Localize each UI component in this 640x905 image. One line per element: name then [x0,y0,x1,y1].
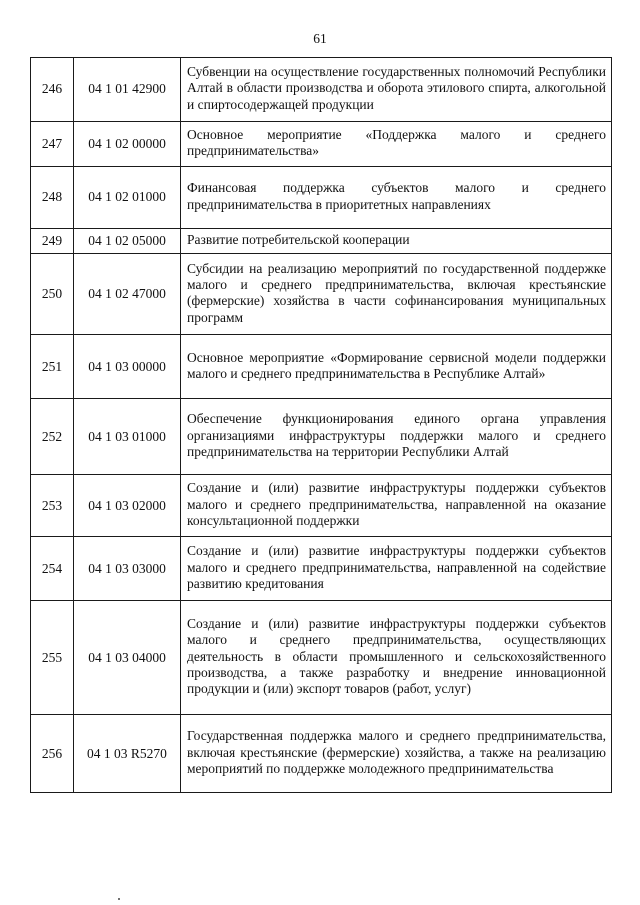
row-number: 251 [31,335,74,399]
table-row [31,715,612,793]
row-description: Финансовая поддержка субъектов малого и среднего предпринимательства в приоритетных направлениях [181,167,612,229]
row-description: Создание и (или) развитие инфраструктуры поддержки субъектов малого и среднего предпринимательства, осуществляющих деятельность в области промышленного и сельскохозяйственного производства, а также разработку и внедрение инновационной продукции и (или) экспорт товаров (работ, услуг) [181,601,612,715]
target-code: 04 1 01 42900 [74,58,181,122]
target-code: 04 1 03 01000 [74,399,181,475]
target-code: 04 1 03 04000 [74,601,181,715]
target-code: 04 1 02 47000 [74,254,181,335]
table-row [31,122,612,167]
row-description: Развитие потребительской кооперации [181,229,612,254]
row-number: 246 [31,58,74,122]
row-description: Создание и (или) развитие инфраструктуры поддержки субъектов малого и среднего предпринимательства, направленной на оказание консультационной поддержки [181,475,612,537]
target-code: 04 1 03 03000 [74,537,181,601]
target-code: 04 1 03 00000 [74,335,181,399]
row-number: 250 [31,254,74,335]
row-number: 254 [31,537,74,601]
target-code: 04 1 02 00000 [74,122,181,167]
row-description: Государственная поддержка малого и среднего предпринимательства, включая крестьянские (фермерские) хозяйства, а также на реализацию мероприятий по поддержке молодежного предпринимательства [181,715,612,793]
target-code: 04 1 02 05000 [74,229,181,254]
row-number: 256 [31,715,74,793]
budget-classification-table [30,57,612,793]
row-number: 255 [31,601,74,715]
table-row [31,475,612,537]
table-row [31,537,612,601]
row-number: 249 [31,229,74,254]
target-code: 04 1 03 R5270 [74,715,181,793]
row-description: Субсидии на реализацию мероприятий по государственной поддержке малого и среднего предпринимательства, включая крестьянские (фермерские) хозяйства в части софинансирования муниципальных программ [181,254,612,335]
row-description: Основное мероприятие «Формирование сервисной модели поддержки малого и среднего предпринимательства в Республике Алтай» [181,335,612,399]
table-row [31,167,612,229]
row-number: 252 [31,399,74,475]
row-description: Обеспечение функционирования единого органа управления организациями инфраструктуры поддержки малого и среднего предпринимательства на территории Республики Алтай [181,399,612,475]
table-row [31,601,612,715]
table-body [31,58,612,793]
row-description: Субвенции на осуществление государственных полномочий Республики Алтай в области производства и оборота этилового спирта, алкогольной и спиртосодержащей продукции [181,58,612,122]
page-number: 61 [313,31,327,46]
table-row [31,254,612,335]
target-code: 04 1 02 01000 [74,167,181,229]
row-description: Создание и (или) развитие инфраструктуры поддержки субъектов малого и среднего предпринимательства, направленной на содействие развитию кредитования [181,537,612,601]
scan-speck [118,898,120,900]
table-row [31,229,612,254]
row-number: 253 [31,475,74,537]
table-row [31,335,612,399]
row-description: Основное мероприятие «Поддержка малого и среднего предпринимательства» [181,122,612,167]
target-code: 04 1 03 02000 [74,475,181,537]
row-number: 248 [31,167,74,229]
table-row [31,58,612,122]
table-row [31,399,612,475]
row-number: 247 [31,122,74,167]
